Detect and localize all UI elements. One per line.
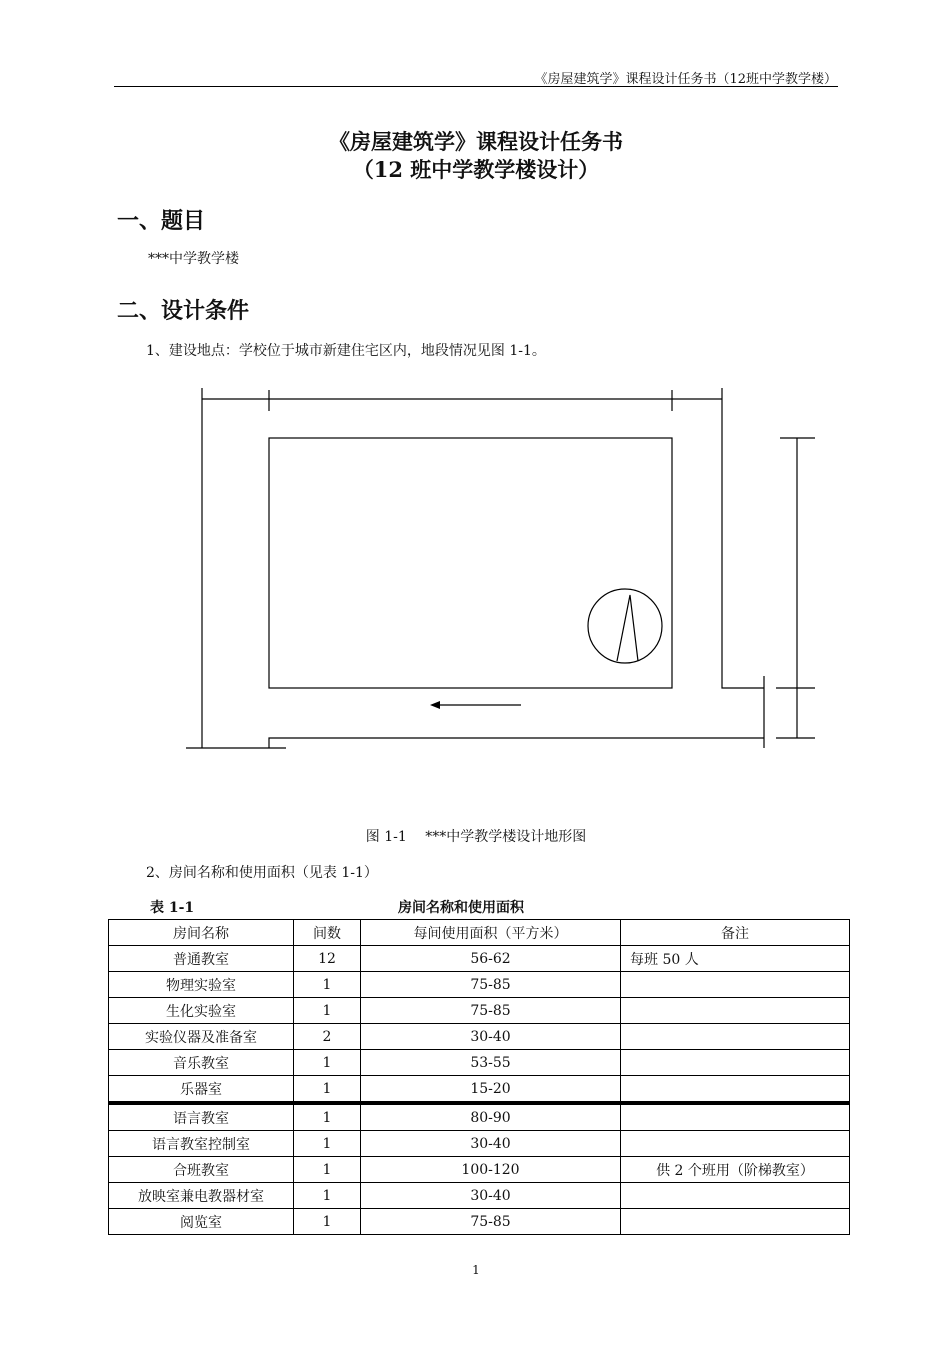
page-number: 1 [472,1263,480,1277]
table-row [109,946,850,972]
cell-room-name: 物理实验室 [109,972,294,998]
table-number: 表 1-1 [150,900,195,916]
site-plan-drawing [0,380,952,760]
cell-room-name: 合班教室 [109,1157,294,1183]
cell-room-name: 生化实验室 [109,998,294,1024]
table-header-row [109,920,850,946]
table-row [109,1183,850,1209]
cell-count: 1 [294,998,361,1024]
cell-room-name: 语言教室控制室 [109,1131,294,1157]
cell-area: 15-20 [361,1076,621,1104]
cell-count: 1 [294,1076,361,1104]
cell-count: 2 [294,1024,361,1050]
cell-note [621,1183,850,1209]
condition-item-rooms: 2、房间名称和使用面积（见表 1-1） [146,865,378,881]
cell-area: 30-40 [361,1131,621,1157]
cell-room-name: 阅览室 [109,1209,294,1235]
cell-count: 1 [294,1209,361,1235]
site-boundary-bottom [269,738,764,748]
table-row [109,1050,850,1076]
document-title: 《房屋建筑学》课程设计任务书 [329,129,623,154]
cell-area: 53-55 [361,1050,621,1076]
cell-room-name: 放映室兼电教器材室 [109,1183,294,1209]
building-plot [269,438,672,688]
cell-area: 75-85 [361,1209,621,1235]
table-row [109,1076,850,1104]
header-area: 每间使用面积（平方米） [361,920,621,946]
cell-count: 1 [294,1103,361,1131]
cell-area: 80-90 [361,1103,621,1131]
section-heading-conditions: 二、设计条件 [117,298,250,324]
cell-note [621,1103,850,1131]
cell-note [621,1050,850,1076]
figure-caption: 图 1-1 ***中学教学楼设计地形图 [365,829,587,845]
cell-count: 1 [294,1183,361,1209]
header-rule [114,86,838,87]
table-row [109,998,850,1024]
running-header: 《房屋建筑学》课程设计任务书（12班中学教学楼） [534,72,837,87]
table-row [109,1157,850,1183]
header-room-name: 房间名称 [109,920,294,946]
table-row [109,1209,850,1235]
site-boundary-right [722,388,764,688]
cell-note [621,1076,850,1104]
cell-area: 30-40 [361,1024,621,1050]
cell-room-name: 音乐教室 [109,1050,294,1076]
cell-room-name: 乐器室 [109,1076,294,1104]
cell-note [621,972,850,998]
cell-count: 1 [294,1050,361,1076]
cell-room-name: 普通教室 [109,946,294,972]
topic-text: ***中学教学楼 [148,251,239,267]
cell-note: 每班 50 人 [621,946,850,972]
cell-count: 1 [294,1131,361,1157]
section-heading-topic: 一、题目 [117,208,206,234]
room-area-table [108,919,850,1235]
cell-area: 30-40 [361,1183,621,1209]
cell-note [621,1024,850,1050]
cell-area: 56-62 [361,946,621,972]
north-arrow-icon [588,589,662,663]
cell-note [621,998,850,1024]
cell-room-name: 语言教室 [109,1103,294,1131]
header-note: 备注 [621,920,850,946]
condition-item-site: 1、建设地点：学校位于城市新建住宅区内，地段情况见图 1-1。 [146,343,546,359]
entrance-arrow-icon [430,701,440,709]
cell-area: 75-85 [361,972,621,998]
cell-note [621,1131,850,1157]
cell-note [621,1209,850,1235]
cell-count: 12 [294,946,361,972]
cell-area: 100-120 [361,1157,621,1183]
header-count: 间数 [294,920,361,946]
table-title: 房间名称和使用面积 [398,900,524,916]
cell-count: 1 [294,972,361,998]
cell-count: 1 [294,1157,361,1183]
table-row [109,1131,850,1157]
cell-room-name: 实验仪器及准备室 [109,1024,294,1050]
site-boundary-left [186,388,286,748]
north-arrow-pointer [617,595,638,661]
table-row [109,972,850,998]
table-row [109,1024,850,1050]
cell-area: 75-85 [361,998,621,1024]
document-subtitle: （12 班中学教学楼设计） [352,157,600,182]
table-row [109,1103,850,1131]
cell-note: 供 2 个班用（阶梯教室） [621,1157,850,1183]
